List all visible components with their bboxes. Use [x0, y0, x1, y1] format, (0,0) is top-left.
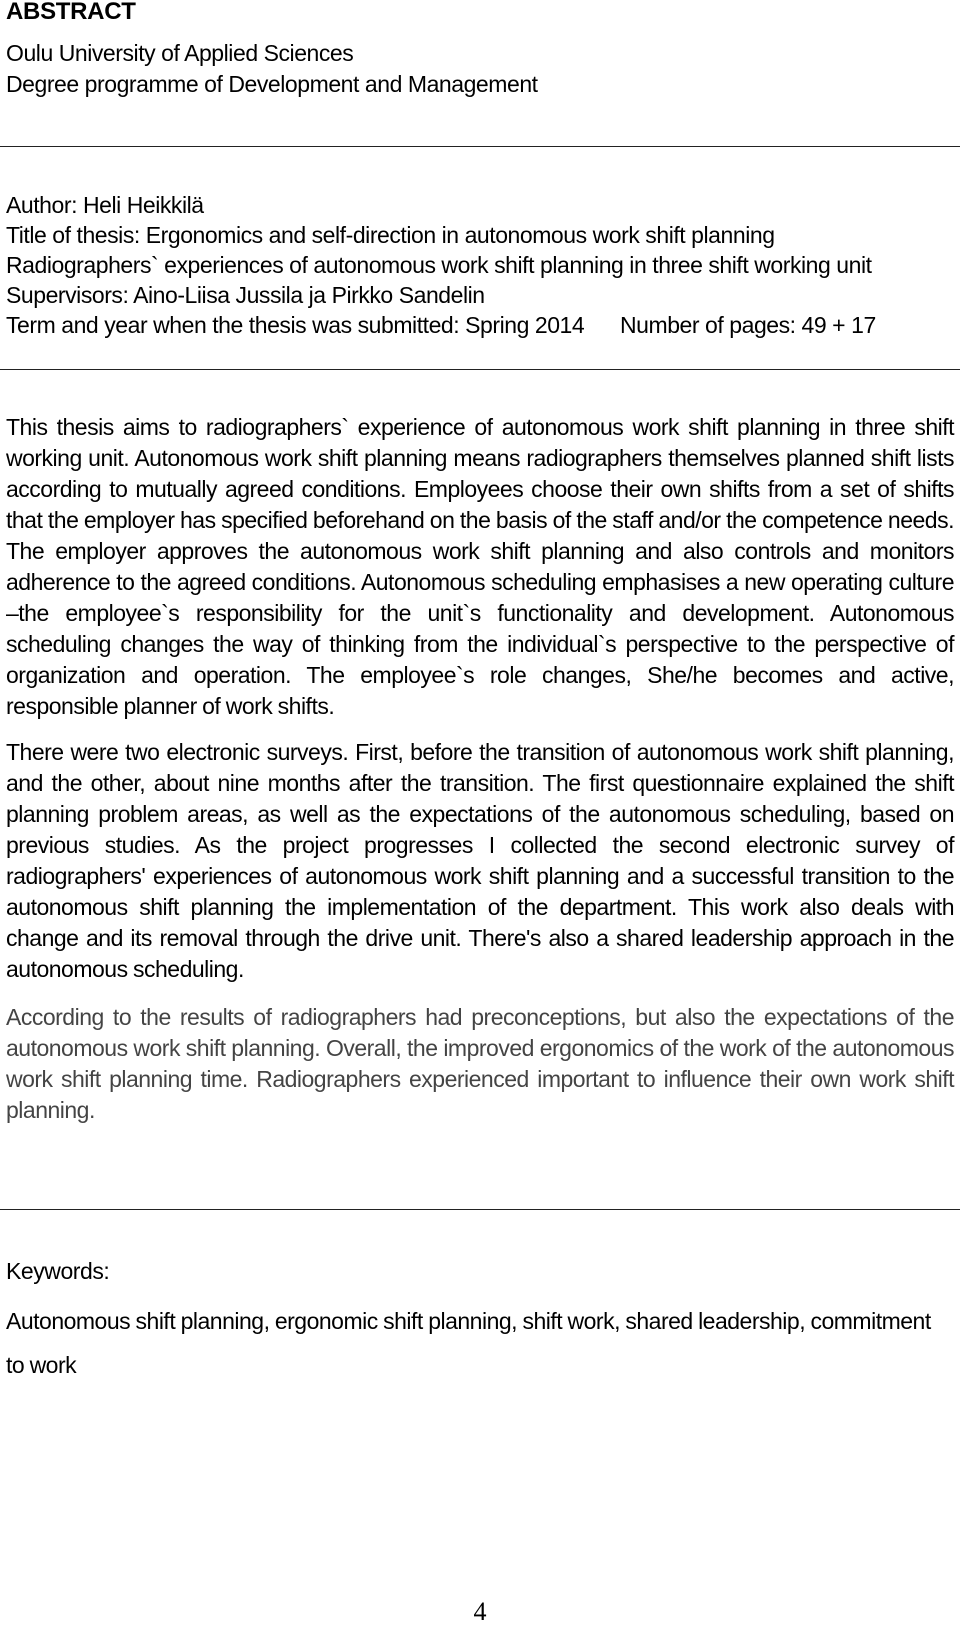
thesis-subtitle-line: Radiographers` experiences of autonomous work shift planning in three shift working unit [6, 252, 872, 278]
supervisors-line: Supervisors: Aino-Liisa Jussila ja Pirkko Sandelin [6, 282, 485, 308]
abstract-paragraph-1: This thesis aims to radiographers` experience of autonomous work shift planning in three shift working unit. Autonomous work shift planning means radiographers themselves planned shift lists according to mutually agreed conditions. Employees choose their own shifts from a set of shifts that the employer has specified beforehand on the basis of the staff and/or the competence needs. The employer approves the autonomous work shift planning and also controls and monitors adherence to the agreed conditions. Autonomous scheduling emphasises a new operating culture –the employee`s responsibility for the unit`s functionality and development. Autonomous scheduling changes the way of thinking from the individual`s perspective to the perspective of organization and operation. The employee`s role changes, She/he becomes and active, responsible planner of work shifts. [6, 414, 954, 719]
page-number: 4 [473, 1597, 487, 1626]
divider-top [0, 146, 960, 147]
term-year: Term and year when the thesis was submitted: Spring 2014 [6, 312, 585, 338]
degree-programme: Degree programme of Development and Management [6, 71, 538, 97]
keywords-value: Autonomous shift planning, ergonomic shift planning, shift work, shared leadership, commitment to work [6, 1308, 931, 1378]
author-line: Author: Heli Heikkilä [6, 192, 204, 218]
abstract-paragraph-3: According to the results of radiographers had preconceptions, but also the expectations of the autonomous work shift planning. Overall, the improved ergonomics of the work of the autonomous work shift planning time. Radiographers experienced important to influence their own work shift planning. [6, 1004, 954, 1123]
university-name: Oulu University of Applied Sciences [6, 40, 354, 66]
keywords-label: Keywords: [6, 1258, 110, 1284]
page-count: Number of pages: 49 + 17 [620, 312, 876, 338]
divider-middle [0, 369, 960, 370]
divider-bottom [0, 1209, 960, 1210]
abstract-paragraph-2: There were two electronic surveys. First, before the transition of autonomous work shift planning, and the other, about nine months after the transition. The first questionnaire explained the shift planning problem areas, as well as the expectations of the autonomous scheduling, based on previous studies. As the project progresses I collected the second electronic survey of radiographers' experiences of autonomous work shift planning and a successful transition to the autonomous shift planning the implementation of the department. This work also deals with change and its removal through the drive unit. There's also a shared leadership approach in the autonomous scheduling. [6, 739, 954, 982]
term-pages-row [6, 310, 954, 341]
abstract-heading: ABSTRACT [6, 0, 136, 25]
thesis-title-line: Title of thesis: Ergonomics and self-direction in autonomous work shift planning [6, 222, 775, 248]
